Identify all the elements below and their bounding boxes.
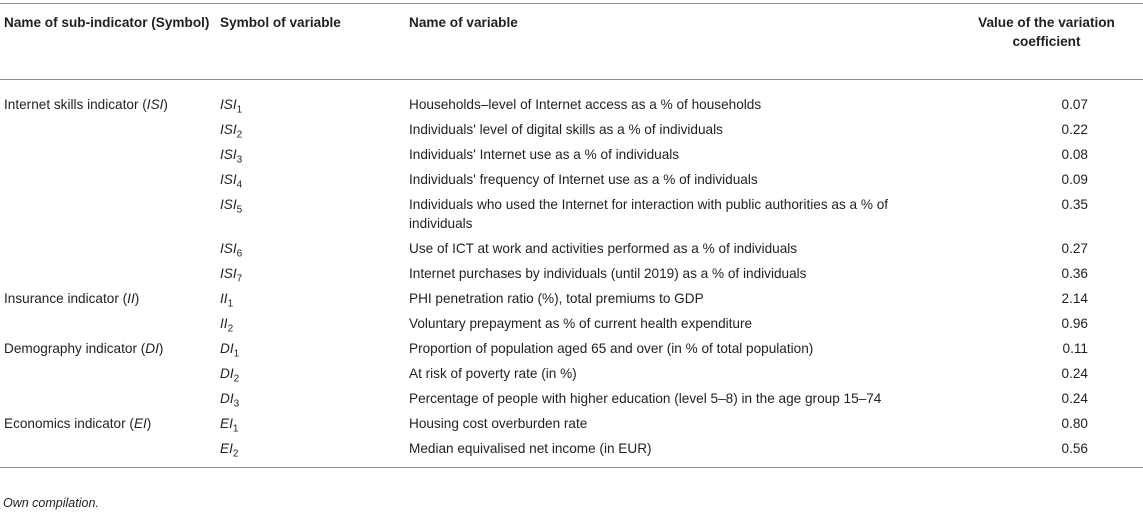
header-variable-name: Name of variable	[409, 15, 518, 30]
variable-symbol-cell	[220, 383, 409, 408]
table-body	[0, 80, 1143, 468]
table-row	[0, 333, 1143, 358]
variable-symbol-subscript: 4	[236, 179, 243, 191]
sub-indicator-symbol: DI	[145, 341, 159, 356]
variable-symbol-subscript: 1	[236, 104, 243, 116]
variation-coefficient-value: 0.09	[1061, 172, 1088, 187]
table-row	[0, 139, 1143, 164]
variation-coefficient-value: 0.22	[1061, 122, 1088, 137]
variable-symbol-cell	[220, 233, 409, 258]
header-symbol: Symbol of variable	[220, 15, 341, 30]
variable-name: Individuals' Internet use as a % of individuals	[409, 147, 680, 162]
variable-name: Individuals' level of digital skills as a % of individuals	[409, 122, 723, 137]
sub-indicator-cell	[0, 308, 220, 333]
sub-indicator-label: Economics indicator	[4, 416, 126, 431]
variable-symbol-subscript: 2	[227, 323, 234, 335]
variation-coefficient-value: 0.24	[1061, 366, 1088, 381]
table-row	[0, 383, 1143, 408]
variation-coefficient-table	[0, 3, 1143, 468]
variable-name: At risk of poverty rate (in %)	[409, 366, 577, 381]
table-header	[0, 4, 1143, 80]
variable-symbol-subscript: 2	[232, 448, 239, 460]
variable-name: Median equivalised net income (in EUR)	[409, 441, 652, 456]
variable-symbol-subscript: 1	[233, 348, 240, 360]
variable-symbol-subscript: 5	[236, 204, 243, 216]
sub-indicator-cell: Economics indicator (EI)	[4, 416, 152, 431]
sub-indicator-cell	[0, 139, 220, 164]
variation-coefficient-value: 0.56	[1061, 441, 1088, 456]
variable-symbol: ISI	[220, 122, 237, 137]
table-row	[0, 164, 1143, 189]
variable-symbol-cell	[220, 114, 409, 139]
table-row	[0, 80, 1143, 115]
sub-indicator-cell	[0, 233, 220, 258]
variable-symbol-cell	[220, 308, 409, 333]
sub-indicator-label: Internet skills indicator	[4, 97, 139, 112]
variable-name: Households–level of Internet access as a % of households	[409, 97, 762, 112]
variable-symbol: II	[220, 291, 228, 306]
sub-indicator-cell	[0, 383, 220, 408]
sub-indicator-cell	[0, 358, 220, 383]
variable-symbol-cell	[220, 189, 409, 233]
variable-symbol-subscript: 3	[233, 398, 240, 410]
variation-coefficient-value: 0.24	[1061, 391, 1088, 406]
variable-symbol-subscript: 1	[227, 298, 234, 310]
sub-indicator-cell	[0, 114, 220, 139]
variable-name: Proportion of population aged 65 and over (in % of total population)	[409, 341, 814, 356]
variable-symbol: ISI	[220, 266, 237, 281]
table-footnote: Own compilation.	[3, 496, 99, 510]
sub-indicator-symbol: ISI	[146, 97, 164, 112]
variable-symbol: ISI	[220, 197, 237, 212]
variation-coefficient-value: 0.11	[1062, 341, 1088, 356]
variable-symbol-cell	[220, 80, 409, 115]
variable-symbol: ISI	[220, 147, 237, 162]
variable-symbol-subscript: 1	[232, 423, 239, 435]
variable-symbol-subscript: 3	[236, 154, 243, 166]
table-row	[0, 233, 1143, 258]
variable-symbol-cell	[220, 333, 409, 358]
table-row	[0, 283, 1143, 308]
variable-symbol-cell	[220, 164, 409, 189]
variable-name: Percentage of people with higher education (level 5–8) in the age group 15–74	[409, 391, 882, 406]
table-row	[0, 433, 1143, 468]
sub-indicator-cell	[0, 189, 220, 233]
variation-coefficient-value: 0.96	[1061, 316, 1088, 331]
sub-indicator-cell: Insurance indicator (II)	[4, 291, 140, 306]
variable-name: PHI penetration ratio (%), total premiums to GDP	[409, 291, 704, 306]
variable-symbol-cell	[220, 358, 409, 383]
header-sub-indicator: Name of sub-indicator (Symbol)	[4, 15, 210, 30]
table-row	[0, 114, 1143, 139]
sub-indicator-cell	[0, 258, 220, 283]
sub-indicator-cell: Internet skills indicator (ISI)	[4, 97, 168, 112]
variation-coefficient-value: 0.08	[1061, 147, 1088, 162]
variable-symbol: EI	[220, 416, 233, 431]
variable-symbol-cell	[220, 283, 409, 308]
variable-symbol-cell	[220, 258, 409, 283]
variable-symbol-subscript: 2	[236, 129, 243, 141]
variable-symbol: EI	[220, 441, 233, 456]
variable-name: Voluntary prepayment as % of current health expenditure	[409, 316, 753, 331]
variation-coefficient-value: 0.35	[1061, 197, 1088, 212]
variation-coefficient-value: 0.36	[1061, 266, 1088, 281]
sub-indicator-label: Insurance indicator	[4, 291, 119, 306]
header-variation-coefficient: Value of the variation coefficient	[978, 15, 1115, 49]
variation-coefficient-value: 2.14	[1061, 291, 1088, 306]
table-row	[0, 258, 1143, 283]
variable-name: Individuals' frequency of Internet use as a % of individuals	[409, 172, 758, 187]
sub-indicator-label: Demography indicator	[4, 341, 137, 356]
variable-symbol-subscript: 2	[233, 373, 240, 385]
variable-symbol: DI	[220, 341, 234, 356]
variable-name: Individuals who used the Internet for interaction with public authorities as a % of individuals	[409, 197, 889, 231]
variable-symbol: DI	[220, 366, 234, 381]
sub-indicator-symbol: II	[127, 291, 135, 306]
variable-symbol-subscript: 6	[236, 248, 243, 260]
variable-symbol: ISI	[220, 241, 237, 256]
sub-indicator-cell	[0, 433, 220, 468]
sub-indicator-symbol: EI	[133, 416, 147, 431]
variation-coefficient-value: 0.07	[1061, 97, 1088, 112]
table-row	[0, 308, 1143, 333]
variable-symbol: DI	[220, 391, 234, 406]
variable-name: Internet purchases by individuals (until 2019) as a % of individuals	[409, 266, 807, 281]
variable-name: Housing cost overburden rate	[409, 416, 588, 431]
sub-indicator-cell: Demography indicator (DI)	[4, 341, 164, 356]
variable-symbol: ISI	[220, 97, 237, 112]
variable-symbol: ISI	[220, 172, 237, 187]
variation-coefficient-value: 0.80	[1061, 416, 1088, 431]
sub-indicator-cell	[0, 164, 220, 189]
table-row	[0, 189, 1143, 233]
table-row	[0, 358, 1143, 383]
variable-symbol: II	[220, 316, 228, 331]
variable-symbol-cell	[220, 408, 409, 433]
header-row	[0, 4, 1143, 80]
variable-symbol-cell	[220, 139, 409, 164]
table-row	[0, 408, 1143, 433]
variation-coefficient-value: 0.27	[1061, 241, 1088, 256]
variable-symbol-cell	[220, 433, 409, 468]
variable-name: Use of ICT at work and activities performed as a % of individuals	[409, 241, 798, 256]
variable-symbol-subscript: 7	[236, 273, 243, 285]
